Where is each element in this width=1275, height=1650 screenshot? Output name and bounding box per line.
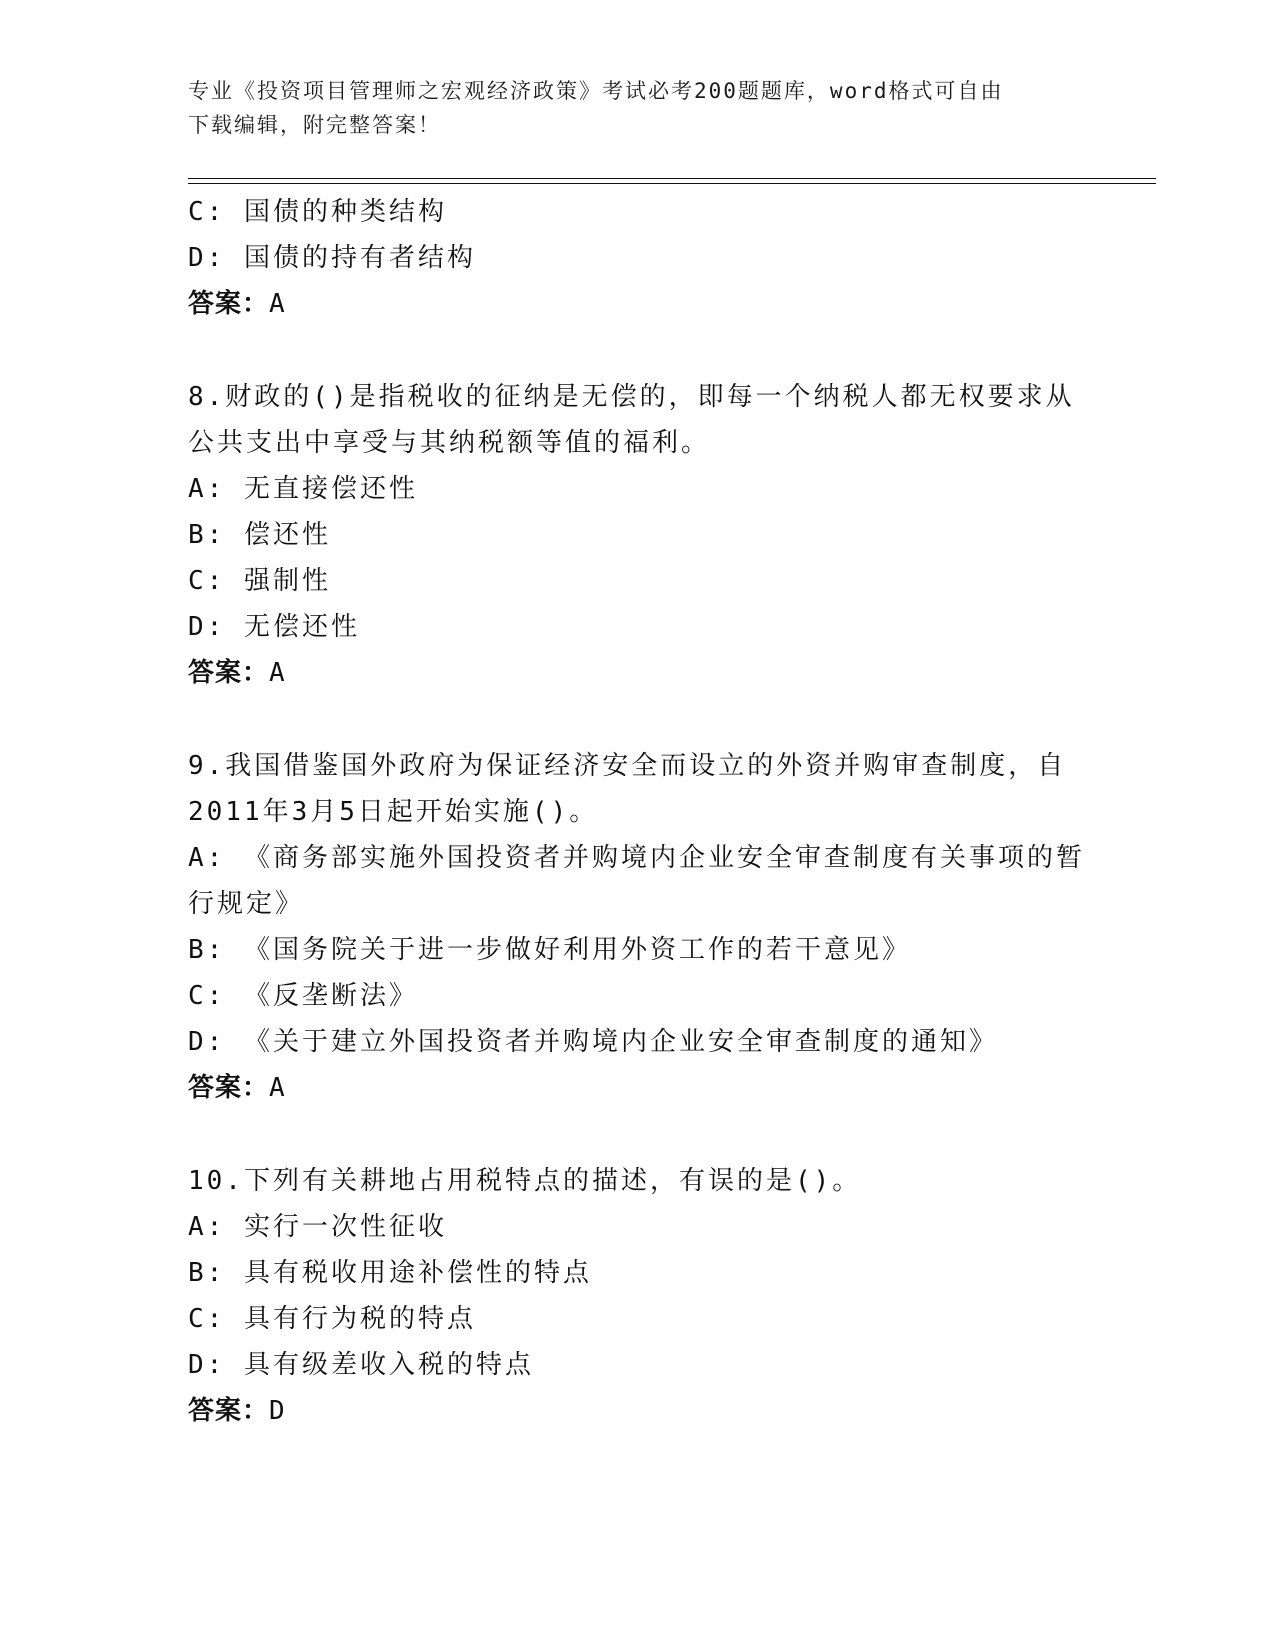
option-b: B: 《国务院关于进一步做好利用外资工作的若干意见》 — [188, 935, 911, 965]
option-d: D: 无偿还性 — [188, 612, 360, 642]
question-stem: 9.我国借鉴国外政府为保证经济安全而设立的外资并购审查制度，自 — [188, 751, 1067, 781]
option-a-continued: 行规定》 — [188, 889, 305, 919]
option-a: A: 实行一次性征收 — [188, 1212, 447, 1242]
header-divider-top — [188, 178, 1156, 179]
answer-line — [188, 650, 1088, 696]
option-b: B: 具有税收用途补偿性的特点 — [188, 1258, 592, 1288]
option-c: C: 强制性 — [188, 566, 331, 596]
option-c: C: 具有行为税的特点 — [188, 1304, 476, 1334]
question-spacer — [188, 1111, 1088, 1158]
question-7-continuation — [188, 189, 1088, 327]
option-d: D: 国债的持有者结构 — [188, 243, 476, 273]
answer-label: 答案： — [188, 289, 270, 319]
option-b: B: 偿还性 — [188, 520, 331, 550]
answer-label: 答案： — [188, 658, 270, 688]
question-spacer — [188, 696, 1088, 743]
question-stem: 公共支出中享受与其纳税额等值的福利。 — [188, 428, 711, 458]
answer-line — [188, 1388, 1088, 1434]
header-line-1: 专业《投资项目管理师之宏观经济政策》考试必考200题题库，word格式可自由 — [188, 79, 1004, 103]
answer-line — [188, 281, 1088, 327]
header-divider-bottom — [188, 183, 1156, 184]
option-d: D: 具有级差收入税的特点 — [188, 1350, 534, 1380]
answer-value: D — [269, 1396, 288, 1426]
question-10 — [188, 1158, 1088, 1434]
question-stem: 8.财政的()是指税收的征纳是无偿的，即每一个纳税人都无权要求从 — [188, 382, 1075, 412]
question-spacer — [188, 327, 1088, 374]
option-a: A: 《商务部实施外国投资者并购境内企业安全审查制度有关事项的暂 — [188, 843, 1085, 873]
document-header — [188, 74, 1068, 142]
answer-label: 答案： — [188, 1073, 270, 1103]
option-c: C: 《反垄断法》 — [188, 981, 418, 1011]
answer-value: A — [269, 289, 288, 319]
header-line-2: 下载编辑，附完整答案！ — [188, 113, 441, 137]
answer-label: 答案： — [188, 1396, 270, 1426]
answer-value: A — [269, 658, 288, 688]
question-8 — [188, 374, 1088, 696]
answer-line — [188, 1065, 1088, 1111]
question-stem: 10.下列有关耕地占用税特点的描述，有误的是()。 — [188, 1166, 862, 1196]
question-stem: 2011年3月5日起开始实施()。 — [188, 797, 599, 827]
option-d: D: 《关于建立外国投资者并购境内企业安全审查制度的通知》 — [188, 1027, 998, 1057]
option-c: C: 国债的种类结构 — [188, 197, 447, 227]
answer-value: A — [269, 1073, 288, 1103]
question-9 — [188, 743, 1088, 1111]
option-a: A: 无直接偿还性 — [188, 474, 418, 504]
document-body — [188, 189, 1088, 1434]
